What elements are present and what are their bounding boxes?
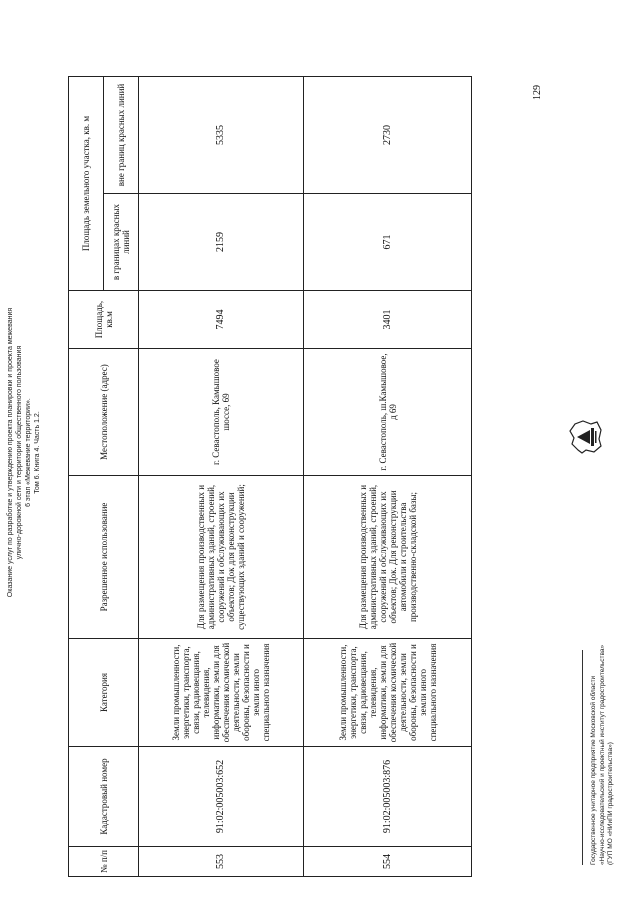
row-inside: 671 — [304, 194, 472, 291]
header-category: Категория — [69, 639, 139, 747]
footer-divider — [582, 650, 583, 865]
row-cadastral: 91:02:005003:876 — [304, 747, 472, 847]
row-area: 7494 — [139, 291, 304, 349]
row-num: 554 — [304, 847, 472, 877]
header-location: Местоположение (адрес) — [69, 349, 139, 476]
header-line-4: Том 6. Книга 4. Часть 1.2. — [34, 411, 41, 494]
land-plots-table — [68, 76, 472, 877]
footer — [590, 645, 616, 865]
header-land-area: Площадь земельного участка, кв. м — [69, 77, 104, 291]
row-area: 3401 — [304, 291, 472, 349]
row-use: Для размещения производственных и административных зданий, строений, сооружений и обслуживающих их объектов; Док для реконструкции существующих зданий и сооружений; — [139, 476, 304, 639]
page-number: 129 — [532, 85, 543, 100]
table-row — [139, 77, 304, 877]
header-line-3: 6 этап «Межевание территории». — [25, 398, 32, 507]
header-line-1: Оказание услуг по разработке и утверждению проекта планировки и проекта межевания — [7, 307, 14, 598]
row-outside: 5335 — [139, 77, 304, 194]
row-use: Для размещения производственных и административных зданий, строений, сооружений и обслуживающих их объектов; Док. Для реконструкции автомобили и строительства производственно-складской базы; — [304, 476, 472, 639]
header-num: № п/п — [69, 847, 139, 877]
header-cadastral: Кадастровый номер — [69, 747, 139, 847]
header-line-2: улично-дорожной сети и территории общественного пользования — [16, 345, 23, 560]
row-outside: 2730 — [304, 77, 472, 194]
row-cadastral: 91:02:005003:652 — [139, 747, 304, 847]
header-inside: в границах красных линий — [104, 194, 139, 291]
footer-line-2: «Научно-исследовательский и проектный институт градостроительства» — [598, 644, 606, 865]
row-num: 553 — [139, 847, 304, 877]
header-outside: вне границ красных линий — [104, 77, 139, 194]
header-area: Площадь, кв.м — [69, 291, 139, 349]
row-category: Земли промышленности, энергетики, транспорта, связи, радиовещания, телевидения, информатики, земли для обеспечения космической деятельности, земли обороны, безопасности и земли иного специального назначения — [139, 639, 304, 747]
row-category: Земли промышленности, энергетики, транспорта, связи, радиовещания, телевидения, информатики, земли для обеспечения космической деятельности, земли обороны, безопасности и земли иного специального назначения — [304, 639, 472, 747]
footer-line-1: Государственное унитарное предприятие Московской области — [590, 675, 597, 865]
table-row — [304, 77, 472, 877]
header-use: Разрешенное использование — [69, 476, 139, 639]
footer-line-3: (ГУП МО «НИиПИ градостроительства») — [607, 742, 614, 865]
row-inside: 2159 — [139, 194, 304, 291]
row-location: г. Севастополь, ш.Камышовое, д 69 — [304, 349, 472, 476]
row-location: г. Севастополь, Камышовое шоссе, 69 — [139, 349, 304, 476]
nipi-logo-icon — [564, 416, 606, 458]
